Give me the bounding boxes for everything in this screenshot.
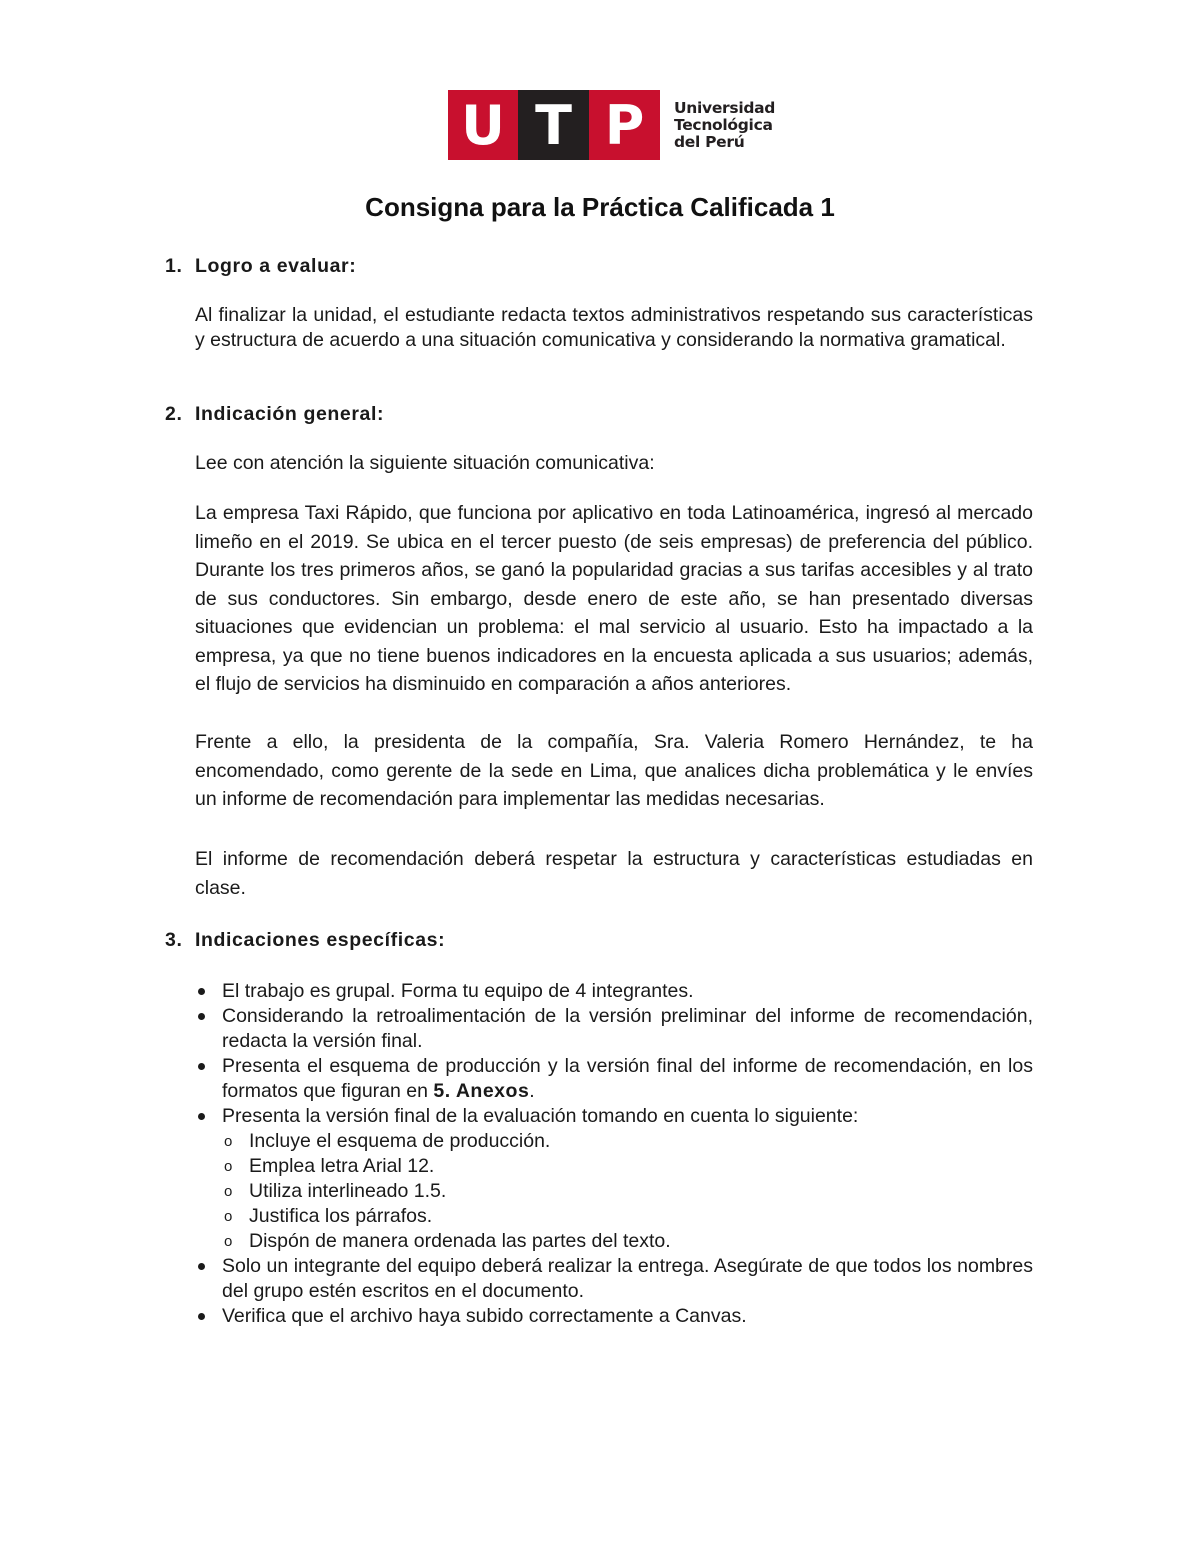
specific-instructions-list [195, 979, 1033, 1329]
list-item: El trabajo es grupal. Forma tu equipo de 4 integrantes. [222, 980, 694, 1002]
logo-letter-p: P [589, 90, 660, 160]
logo-letter-t: T [518, 90, 589, 160]
list-item: Presenta la versión final de la evaluación tomando en cuenta lo siguiente: o Incluye el esquema de producción. o Emplea letra Arial 12. o Utiliza interlineado 1.5. o Justifica los párrafos. o Dispón de manera ordenada las partes del texto. [195, 1104, 1033, 1254]
section-heading-indicaciones-especificas [165, 929, 445, 952]
sub-list-item: o Justifica los párrafos. [224, 1205, 433, 1227]
logo-university-name [674, 100, 775, 151]
sub-list-item: o Dispón de manera ordenada las partes del texto. [224, 1230, 671, 1252]
document-title: Consigna para la Práctica Calificada 1 [365, 192, 835, 222]
report-requirement-paragraph: El informe de recomendación deberá respetar la estructura y características estudiadas en clase. [195, 848, 1033, 899]
sub-list-item: o Emplea letra Arial 12. [224, 1155, 435, 1177]
list-item: Presenta el esquema de producción y la versión final del informe de recomendación, en los formatos que figuran en 5. Anexos. [222, 1055, 1033, 1102]
section-title: Indicación general: [195, 403, 385, 425]
section-title: Logro a evaluar: [195, 255, 357, 277]
section-number: 3. [165, 929, 183, 951]
logo-text-line: Universidad [674, 98, 776, 117]
list-item: Considerando la retroalimentación de la versión preliminar del informe de recomendación, redacta la versión final. [222, 1005, 1033, 1052]
situation-paragraph: La empresa Taxi Rápido, que funciona por aplicativo en toda Latinoamérica, ingresó al mercado limeño en el 2019. Se ubica en el tercer puesto (de seis empresas) de preferencia del público. Durante los tres primeros años, se ganó la popularidad gracias a sus tarifas accesibles y al trato de sus conductores. Sin embargo, desde enero de este año, se han presentado diversas situaciones que evidencian un problema: el mal servicio al usuario. Esto ha impactado a la empresa, ya que no tiene buenos indicadores en la encuesta aplicada a sus usuarios; además, el flujo de servicios ha disminuido en comparación a años anteriores. [195, 502, 1033, 695]
annex-reference: 5. Anexos [433, 1080, 530, 1102]
section-number: 1. [165, 255, 183, 277]
utp-logo [448, 90, 775, 160]
logo-text-line: Tecnológica [674, 115, 773, 134]
section-heading-logro [165, 255, 356, 278]
sub-list-item: o Utiliza interlineado 1.5. [224, 1180, 447, 1202]
sub-list-item: o Incluye el esquema de producción. [224, 1130, 551, 1152]
section-title: Indicaciones específicas: [195, 929, 446, 951]
logo-text-line: del Perú [674, 132, 745, 151]
situation-paragraph-2: Frente a ello, la presidenta de la compañía, Sra. Valeria Romero Hernández, te ha encomendado, como gerente de la sede en Lima, que analices dicha problemática y le envíes un informe de recomendación para implementar las medidas necesarias. [195, 731, 1033, 810]
section-heading-indicacion-general [165, 403, 384, 426]
logo-letter-u: U [448, 90, 518, 160]
list-item: Solo un integrante del equipo deberá realizar la entrega. Asegúrate de que todos los nombres del grupo estén escritos en el documento. [222, 1255, 1033, 1302]
logro-paragraph: Al finalizar la unidad, el estudiante redacta textos administrativos respetando sus características y estructura de acuerdo a una situación comunicativa y considerando la normativa gramatical. [195, 304, 1033, 351]
logo-letters [448, 90, 660, 160]
format-sub-list [222, 1129, 1033, 1254]
instruction-paragraph: Lee con atención la siguiente situación comunicativa: [195, 452, 655, 474]
section-number: 2. [165, 403, 183, 425]
list-item: Verifica que el archivo haya subido correctamente a Canvas. [222, 1305, 747, 1327]
